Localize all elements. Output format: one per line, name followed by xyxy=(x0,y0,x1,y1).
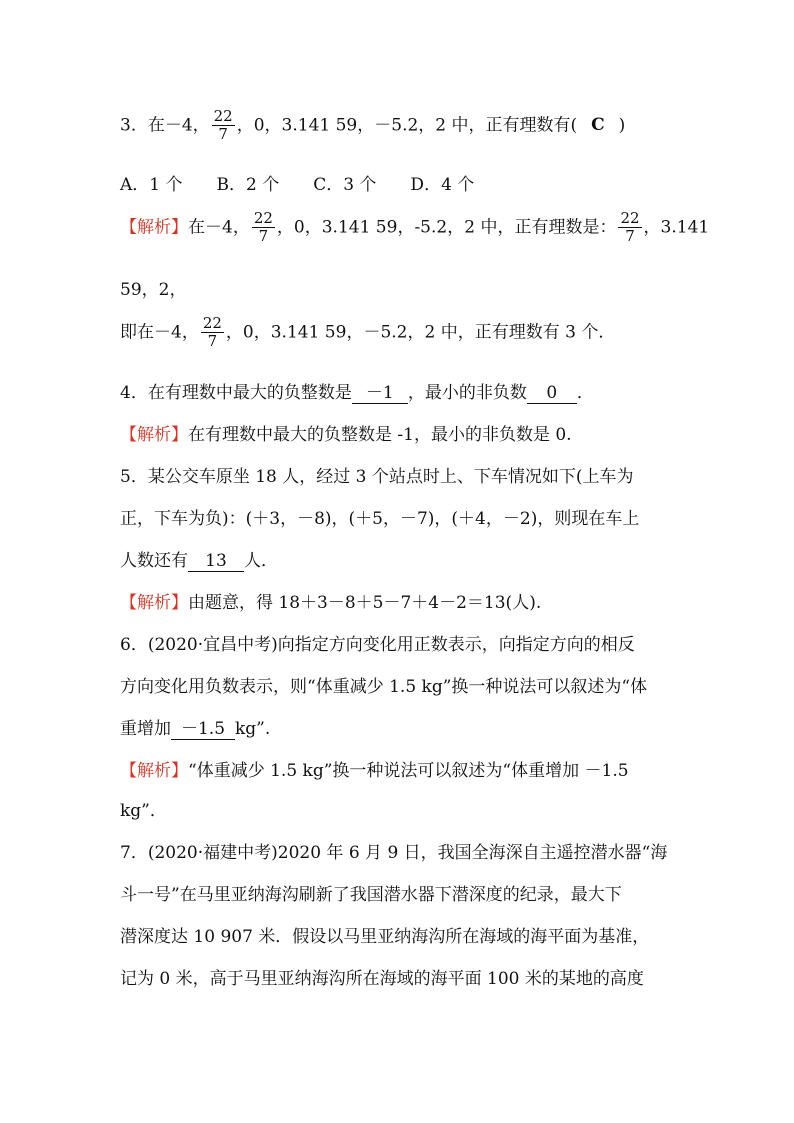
q5-line2: 正，下车为负)：(＋3，－8)，(＋5，－7)，(＋4，－2)，则现在车上 xyxy=(120,509,640,529)
fraction-22-7: $\frac{22}{7}$ xyxy=(202,314,222,351)
analysis-tag: 【解析】 xyxy=(120,425,188,445)
analysis-tag: 【解析】 xyxy=(120,761,188,781)
q4-answer2-blank: 0 xyxy=(527,383,577,404)
fraction-22-7: $\frac{22}{7}$ xyxy=(253,209,273,246)
q6-line1: 6．(2020·宜昌中考)向指定方向变化用正数表示，向指定方向的相反 xyxy=(120,635,635,655)
q5-analysis: 【解析】由题意，得 18＋3－8＋5－7＋4－2＝13(人). xyxy=(120,593,542,613)
q6-line2: 方向变化用负数表示，则“体重减少 1.5 kg”换一种说法可以叙述为“体 xyxy=(120,677,648,697)
q7-line4: 记为 0 米，高于马里亚纳海沟所在海域的海平面 100 米的某地的高度 xyxy=(120,969,644,989)
q6-answer-blank: －1.5 xyxy=(171,714,235,740)
fraction-22-7: $\frac{22}{7}$ xyxy=(620,209,640,246)
q5-line1: 5．某公交车原坐 18 人，经过 3 个站点时上、下车情况如下(上车为 xyxy=(120,467,634,487)
q7-line1: 7．(2020·福建中考)2020 年 6 月 9 日，我国全海深自主遥控潜水器“海 xyxy=(120,843,668,863)
q5-answer-blank: 13 xyxy=(188,551,244,572)
q4-answer1-blank: －1 xyxy=(352,378,408,404)
q3-analysis: 【解析】在－4， $\frac{22}{7}$ ，0，3.141 59，-5.2，2 中，正有理数是： $\frac{22}{7}$ ，3.141 xyxy=(120,209,710,246)
q6-analysis-cont: kg”． xyxy=(120,801,167,821)
analysis-tag: 【解析】 xyxy=(120,593,188,613)
q6-line3: 重增加 －1.5 kg”. xyxy=(120,714,270,740)
q5-line3: 人数还有 13 人． xyxy=(120,551,278,571)
fraction-22-7: $\frac{22}{7}$ xyxy=(213,107,233,144)
q3-answer: C xyxy=(591,115,605,136)
q7-line2: 斗一号”在马里亚纳海沟刷新了我国潜水器下潜深度的纪录，最大下 xyxy=(120,885,622,905)
q4-stem: 4．在有理数中最大的负整数是 －1 ，最小的非负数 0 ． xyxy=(120,378,594,404)
q3-conclusion: 即在－4， $\frac{22}{7}$ ，0，3.141 59，－5.2，2 中，正有理数有 3 个． xyxy=(120,314,616,351)
q3-options: A．1 个 B．2 个 C．3 个 D．4 个 xyxy=(120,175,475,195)
q6-analysis: 【解析】“体重减少 1.5 kg”换一种说法可以叙述为“体重增加 －1.5 xyxy=(120,761,629,781)
q3-analysis-cont: 59，2， xyxy=(120,280,187,300)
q4-analysis: 【解析】在有理数中最大的负整数是 -1，最小的非负数是 0. xyxy=(120,425,572,445)
q7-line3: 潜深度达 10 907 米．假设以马里亚纳海沟所在海域的海平面为基准， xyxy=(120,927,650,947)
analysis-tag: 【解析】 xyxy=(120,217,188,238)
q3-stem: 3．在－4， $\frac{22}{7}$ ，0，3.141 59，－5.2，2 中，正有理数有( C ) xyxy=(120,107,626,144)
